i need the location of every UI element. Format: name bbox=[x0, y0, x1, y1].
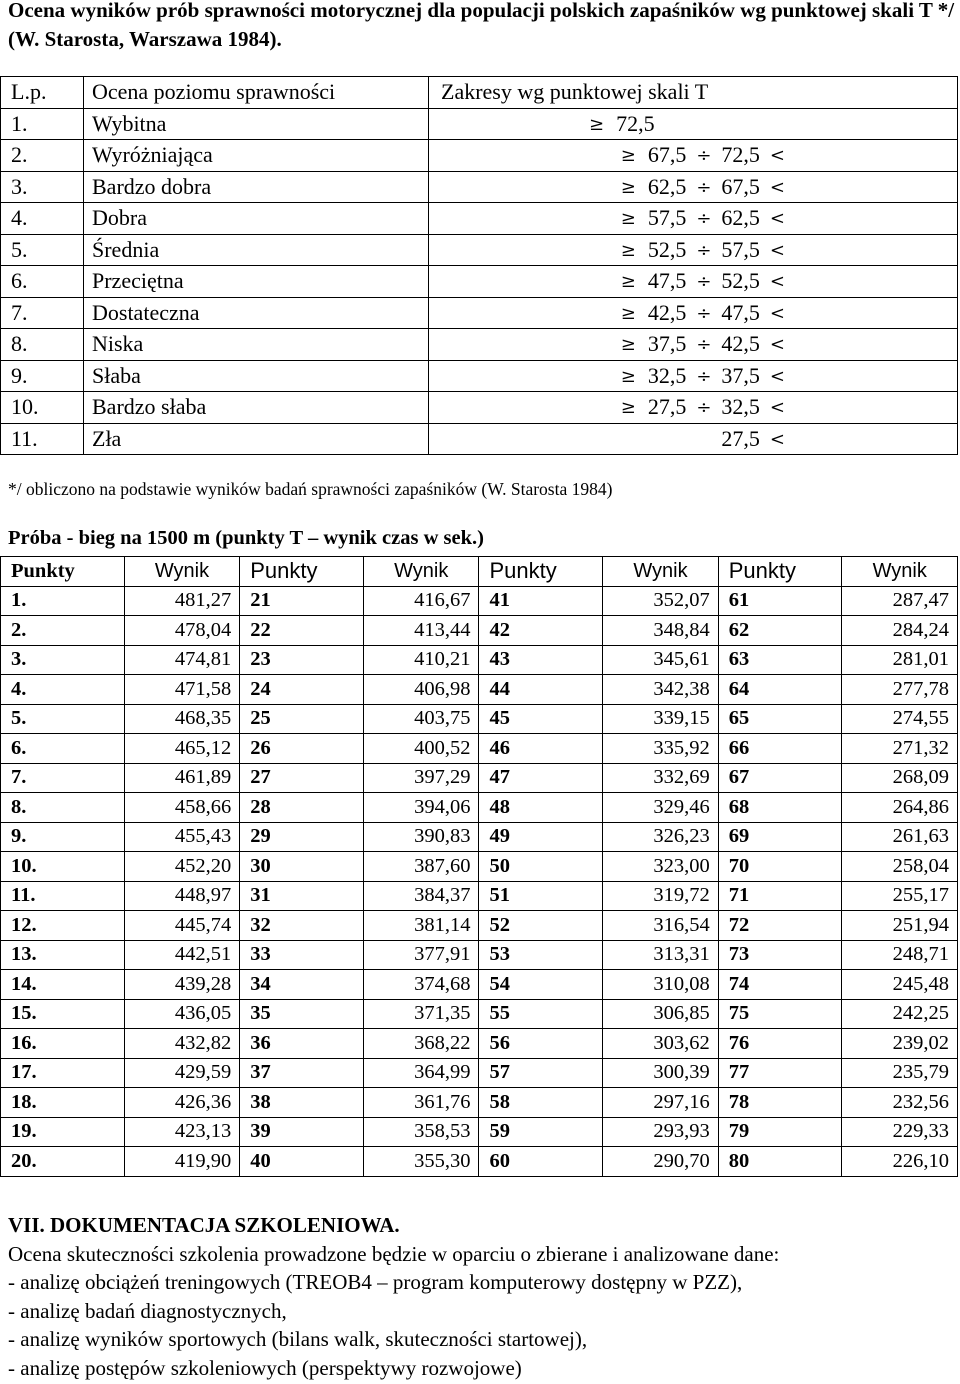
points-cell: 57 bbox=[479, 1058, 603, 1088]
range-divide-sign: ÷ bbox=[696, 271, 712, 293]
result-cell: 303,62 bbox=[603, 1029, 718, 1059]
range-to: 37,5 bbox=[721, 362, 760, 388]
points-cell: 65 bbox=[718, 704, 842, 734]
result-cell: 474,81 bbox=[124, 645, 239, 675]
points-cell: 17. bbox=[1, 1058, 125, 1088]
range-from: 37,5 bbox=[647, 331, 687, 357]
result-cell: 413,44 bbox=[364, 616, 479, 646]
scale-row bbox=[1, 108, 958, 140]
points-cell: 22 bbox=[240, 616, 364, 646]
results-table bbox=[0, 556, 958, 1177]
results-row bbox=[1, 999, 958, 1029]
range-to: 62,5 bbox=[721, 205, 760, 231]
points-cell: 29 bbox=[240, 822, 364, 852]
header-punkty: Punkty bbox=[479, 557, 603, 587]
points-cell: 38 bbox=[240, 1088, 364, 1118]
result-cell: 439,28 bbox=[124, 970, 239, 1000]
range-from: 27,5 bbox=[647, 394, 687, 420]
less-than-sign: < bbox=[769, 302, 785, 324]
points-cell: 64 bbox=[718, 675, 842, 705]
scale-row bbox=[1, 360, 958, 392]
range-from: 72,5 bbox=[616, 110, 655, 136]
result-cell: 326,23 bbox=[603, 822, 718, 852]
probe-title: Próba - bieg na 1500 m (punkty T – wynik czas w sek.) bbox=[8, 527, 484, 549]
row-number: 11. bbox=[1, 423, 84, 455]
points-cell: 34 bbox=[240, 970, 364, 1000]
points-cell: 27 bbox=[240, 763, 364, 793]
result-cell: 232,56 bbox=[842, 1088, 958, 1118]
level-name: Niska bbox=[84, 329, 429, 361]
range-from: 57,5 bbox=[647, 205, 687, 231]
result-cell: 281,01 bbox=[842, 645, 958, 675]
less-than-sign: < bbox=[769, 239, 785, 261]
results-row bbox=[1, 911, 958, 941]
row-number: 4. bbox=[1, 203, 84, 235]
range-cell bbox=[429, 140, 958, 172]
result-cell: 452,20 bbox=[124, 852, 239, 882]
result-cell: 329,46 bbox=[603, 793, 718, 823]
points-cell: 10. bbox=[1, 852, 125, 882]
result-cell: 461,89 bbox=[124, 763, 239, 793]
row-number: 2. bbox=[1, 140, 84, 172]
points-cell: 71 bbox=[718, 881, 842, 911]
scale-table-header bbox=[1, 77, 958, 109]
header-wynik: Wynik bbox=[603, 557, 718, 587]
result-cell: 287,47 bbox=[842, 586, 958, 616]
range-to: 47,5 bbox=[721, 299, 760, 325]
result-cell: 400,52 bbox=[364, 734, 479, 764]
result-cell: 352,07 bbox=[603, 586, 718, 616]
points-cell: 75 bbox=[718, 999, 842, 1029]
page-title: Ocena wyników prób sprawności motorycznej dla populacji polskich zapaśników wg punktowej skali T */ (W. Starosta, Warszawa 1984). bbox=[8, 0, 955, 51]
result-cell: 445,74 bbox=[124, 911, 239, 941]
result-cell: 368,22 bbox=[364, 1029, 479, 1059]
points-cell: 61 bbox=[718, 586, 842, 616]
points-cell: 46 bbox=[479, 734, 603, 764]
result-cell: 251,94 bbox=[842, 911, 958, 941]
range-divide-sign: ÷ bbox=[696, 334, 712, 356]
result-cell: 377,91 bbox=[364, 940, 479, 970]
documentation-section bbox=[8, 1211, 958, 1382]
points-cell: 4. bbox=[1, 675, 125, 705]
header-level: Ocena poziomu sprawności bbox=[84, 77, 429, 109]
range-cell bbox=[429, 171, 958, 203]
points-cell: 25 bbox=[240, 704, 364, 734]
result-cell: 436,05 bbox=[124, 999, 239, 1029]
header-range: Zakresy wg punktowej skali T bbox=[429, 77, 958, 109]
result-cell: 358,53 bbox=[364, 1117, 479, 1147]
scale-row bbox=[1, 266, 958, 298]
greater-equal-sign: ≥ bbox=[620, 208, 636, 230]
result-cell: 313,31 bbox=[603, 940, 718, 970]
points-cell: 52 bbox=[479, 911, 603, 941]
greater-equal-sign: ≥ bbox=[620, 239, 636, 261]
result-cell: 361,76 bbox=[364, 1088, 479, 1118]
results-row bbox=[1, 940, 958, 970]
result-cell: 229,33 bbox=[842, 1117, 958, 1147]
greater-equal-sign: ≥ bbox=[620, 365, 636, 387]
level-name: Przeciętna bbox=[84, 266, 429, 298]
result-cell: 248,71 bbox=[842, 940, 958, 970]
points-cell: 15. bbox=[1, 999, 125, 1029]
range-cell bbox=[429, 234, 958, 266]
greater-equal-sign: ≥ bbox=[620, 145, 636, 167]
range-divide-sign: ÷ bbox=[696, 176, 712, 198]
points-cell: 50 bbox=[479, 852, 603, 882]
result-cell: 323,00 bbox=[603, 852, 718, 882]
range-cell bbox=[429, 423, 958, 455]
points-cell: 8. bbox=[1, 793, 125, 823]
results-table-header bbox=[1, 557, 958, 587]
results-row bbox=[1, 645, 958, 675]
range-from: 52,5 bbox=[647, 236, 687, 262]
points-cell: 20. bbox=[1, 1147, 125, 1177]
range-cell bbox=[429, 392, 958, 424]
result-cell: 471,58 bbox=[124, 675, 239, 705]
points-cell: 47 bbox=[479, 763, 603, 793]
results-row bbox=[1, 793, 958, 823]
range-from: 32,5 bbox=[647, 362, 687, 388]
points-cell: 63 bbox=[718, 645, 842, 675]
points-cell: 7. bbox=[1, 763, 125, 793]
scale-row bbox=[1, 140, 958, 172]
result-cell: 371,35 bbox=[364, 999, 479, 1029]
level-name: Bardzo dobra bbox=[84, 171, 429, 203]
documentation-item: - analizę wyników sportowych (bilans walk, skuteczności startowej), bbox=[8, 1327, 588, 1351]
scale-table bbox=[0, 76, 958, 455]
greater-equal-sign: ≥ bbox=[620, 271, 636, 293]
result-cell: 355,30 bbox=[364, 1147, 479, 1177]
range-divide-sign: ÷ bbox=[696, 397, 712, 419]
header-punkty: Punkty bbox=[240, 557, 364, 587]
points-cell: 3. bbox=[1, 645, 125, 675]
greater-equal-sign: ≥ bbox=[589, 113, 605, 135]
result-cell: 419,90 bbox=[124, 1147, 239, 1177]
result-cell: 455,43 bbox=[124, 822, 239, 852]
result-cell: 271,32 bbox=[842, 734, 958, 764]
level-name: Średnia bbox=[84, 234, 429, 266]
level-name: Zła bbox=[84, 423, 429, 455]
points-cell: 62 bbox=[718, 616, 842, 646]
greater-equal-sign: ≥ bbox=[620, 302, 636, 324]
points-cell: 80 bbox=[718, 1147, 842, 1177]
points-cell: 77 bbox=[718, 1058, 842, 1088]
range-cell bbox=[429, 266, 958, 298]
points-cell: 55 bbox=[479, 999, 603, 1029]
results-row bbox=[1, 763, 958, 793]
points-cell: 41 bbox=[479, 586, 603, 616]
header-wynik: Wynik bbox=[124, 557, 239, 587]
points-cell: 35 bbox=[240, 999, 364, 1029]
points-cell: 31 bbox=[240, 881, 364, 911]
points-cell: 68 bbox=[718, 793, 842, 823]
footnote: */ obliczono na podstawie wyników badań sprawności zapaśników (W. Starosta 1984) bbox=[8, 479, 613, 499]
range-to: 72,5 bbox=[721, 142, 760, 168]
points-cell: 9. bbox=[1, 822, 125, 852]
result-cell: 261,63 bbox=[842, 822, 958, 852]
result-cell: 316,54 bbox=[603, 911, 718, 941]
range-to: 57,5 bbox=[721, 236, 760, 262]
points-cell: 43 bbox=[479, 645, 603, 675]
results-row bbox=[1, 970, 958, 1000]
points-cell: 40 bbox=[240, 1147, 364, 1177]
points-cell: 78 bbox=[718, 1088, 842, 1118]
header-wynik: Wynik bbox=[842, 557, 958, 587]
points-cell: 66 bbox=[718, 734, 842, 764]
result-cell: 306,85 bbox=[603, 999, 718, 1029]
result-cell: 297,16 bbox=[603, 1088, 718, 1118]
documentation-heading: VII. DOKUMENTACJA SZKOLENIOWA. bbox=[8, 1213, 400, 1237]
points-cell: 6. bbox=[1, 734, 125, 764]
range-from: 62,5 bbox=[647, 173, 687, 199]
documentation-item: - analizę postępów szkoleniowych (perspektywy rozwojowe) bbox=[8, 1355, 522, 1380]
header-wynik: Wynik bbox=[364, 557, 479, 587]
result-cell: 364,99 bbox=[364, 1058, 479, 1088]
points-cell: 74 bbox=[718, 970, 842, 1000]
results-row bbox=[1, 1029, 958, 1059]
range-from: 67,5 bbox=[647, 142, 687, 168]
results-row bbox=[1, 1117, 958, 1147]
row-number: 7. bbox=[1, 297, 84, 329]
scale-row bbox=[1, 297, 958, 329]
less-than-sign: < bbox=[769, 428, 785, 450]
range-from: 47,5 bbox=[647, 268, 687, 294]
points-cell: 16. bbox=[1, 1029, 125, 1059]
results-row bbox=[1, 734, 958, 764]
less-than-sign: < bbox=[769, 176, 785, 198]
greater-equal-sign: ≥ bbox=[620, 334, 636, 356]
less-than-sign: < bbox=[769, 397, 785, 419]
result-cell: 332,69 bbox=[603, 763, 718, 793]
range-divide-sign: ÷ bbox=[696, 365, 712, 387]
row-number: 8. bbox=[1, 329, 84, 361]
result-cell: 394,06 bbox=[364, 793, 479, 823]
result-cell: 226,10 bbox=[842, 1147, 958, 1177]
scale-row bbox=[1, 392, 958, 424]
less-than-sign: < bbox=[769, 271, 785, 293]
points-cell: 67 bbox=[718, 763, 842, 793]
points-cell: 54 bbox=[479, 970, 603, 1000]
less-than-sign: < bbox=[769, 334, 785, 356]
result-cell: 416,67 bbox=[364, 586, 479, 616]
points-cell: 51 bbox=[479, 881, 603, 911]
less-than-sign: < bbox=[769, 365, 785, 387]
result-cell: 481,27 bbox=[124, 586, 239, 616]
header-punkty: Punkty bbox=[1, 557, 125, 587]
points-cell: 58 bbox=[479, 1088, 603, 1118]
header-lp: L.p. bbox=[1, 77, 84, 109]
points-cell: 13. bbox=[1, 940, 125, 970]
results-row bbox=[1, 675, 958, 705]
points-cell: 42 bbox=[479, 616, 603, 646]
level-name: Wyróżniająca bbox=[84, 140, 429, 172]
level-name: Słaba bbox=[84, 360, 429, 392]
points-cell: 11. bbox=[1, 881, 125, 911]
documentation-item: - analizę badań diagnostycznych, bbox=[8, 1298, 287, 1323]
result-cell: 258,04 bbox=[842, 852, 958, 882]
result-cell: 387,60 bbox=[364, 852, 479, 882]
level-name: Bardzo słaba bbox=[84, 392, 429, 424]
result-cell: 423,13 bbox=[124, 1117, 239, 1147]
row-number: 6. bbox=[1, 266, 84, 298]
range-to: 67,5 bbox=[721, 173, 760, 199]
points-cell: 53 bbox=[479, 940, 603, 970]
points-cell: 14. bbox=[1, 970, 125, 1000]
range-cell bbox=[429, 108, 958, 140]
result-cell: 342,38 bbox=[603, 675, 718, 705]
points-cell: 37 bbox=[240, 1058, 364, 1088]
less-than-sign: < bbox=[769, 208, 785, 230]
points-cell: 59 bbox=[479, 1117, 603, 1147]
points-cell: 26 bbox=[240, 734, 364, 764]
results-row bbox=[1, 1147, 958, 1177]
points-cell: 2. bbox=[1, 616, 125, 646]
documentation-intro: Ocena skuteczności szkolenia prowadzone będzie w oparciu o zbierane i analizowane dane: bbox=[8, 1241, 780, 1266]
result-cell: 277,78 bbox=[842, 675, 958, 705]
result-cell: 339,15 bbox=[603, 704, 718, 734]
range-to: 32,5 bbox=[721, 394, 760, 420]
results-row bbox=[1, 586, 958, 616]
result-cell: 242,25 bbox=[842, 999, 958, 1029]
range-divide-sign: ÷ bbox=[696, 145, 712, 167]
range-divide-sign: ÷ bbox=[696, 302, 712, 324]
result-cell: 264,86 bbox=[842, 793, 958, 823]
results-row bbox=[1, 881, 958, 911]
points-cell: 28 bbox=[240, 793, 364, 823]
result-cell: 245,48 bbox=[842, 970, 958, 1000]
points-cell: 32 bbox=[240, 911, 364, 941]
points-cell: 1. bbox=[1, 586, 125, 616]
points-cell: 5. bbox=[1, 704, 125, 734]
row-number: 9. bbox=[1, 360, 84, 392]
result-cell: 406,98 bbox=[364, 675, 479, 705]
results-row bbox=[1, 822, 958, 852]
result-cell: 335,92 bbox=[603, 734, 718, 764]
row-number: 3. bbox=[1, 171, 84, 203]
result-cell: 284,24 bbox=[842, 616, 958, 646]
level-name: Dostateczna bbox=[84, 297, 429, 329]
points-cell: 18. bbox=[1, 1088, 125, 1118]
results-row bbox=[1, 704, 958, 734]
header-punkty: Punkty bbox=[718, 557, 842, 587]
greater-equal-sign: ≥ bbox=[620, 176, 636, 198]
result-cell: 468,35 bbox=[124, 704, 239, 734]
result-cell: 274,55 bbox=[842, 704, 958, 734]
result-cell: 381,14 bbox=[364, 911, 479, 941]
range-to: 27,5 bbox=[721, 425, 760, 451]
result-cell: 448,97 bbox=[124, 881, 239, 911]
range-divide-sign: ÷ bbox=[696, 208, 712, 230]
results-row bbox=[1, 852, 958, 882]
result-cell: 410,21 bbox=[364, 645, 479, 675]
result-cell: 345,61 bbox=[603, 645, 718, 675]
scale-row bbox=[1, 171, 958, 203]
result-cell: 384,37 bbox=[364, 881, 479, 911]
scale-row bbox=[1, 329, 958, 361]
points-cell: 56 bbox=[479, 1029, 603, 1059]
range-cell bbox=[429, 203, 958, 235]
level-name: Dobra bbox=[84, 203, 429, 235]
points-cell: 12. bbox=[1, 911, 125, 941]
results-row bbox=[1, 616, 958, 646]
row-number: 10. bbox=[1, 392, 84, 424]
result-cell: 255,17 bbox=[842, 881, 958, 911]
range-cell bbox=[429, 297, 958, 329]
result-cell: 478,04 bbox=[124, 616, 239, 646]
row-number: 5. bbox=[1, 234, 84, 266]
points-cell: 36 bbox=[240, 1029, 364, 1059]
level-name: Wybitna bbox=[84, 108, 429, 140]
result-cell: 429,59 bbox=[124, 1058, 239, 1088]
result-cell: 432,82 bbox=[124, 1029, 239, 1059]
result-cell: 290,70 bbox=[603, 1147, 718, 1177]
range-to: 42,5 bbox=[721, 331, 760, 357]
result-cell: 426,36 bbox=[124, 1088, 239, 1118]
results-row bbox=[1, 1088, 958, 1118]
scale-row bbox=[1, 234, 958, 266]
points-cell: 76 bbox=[718, 1029, 842, 1059]
result-cell: 235,79 bbox=[842, 1058, 958, 1088]
range-cell bbox=[429, 329, 958, 361]
points-cell: 48 bbox=[479, 793, 603, 823]
result-cell: 268,09 bbox=[842, 763, 958, 793]
points-cell: 23 bbox=[240, 645, 364, 675]
result-cell: 442,51 bbox=[124, 940, 239, 970]
range-divide-sign: ÷ bbox=[696, 239, 712, 261]
range-from: 42,5 bbox=[647, 299, 687, 325]
points-cell: 69 bbox=[718, 822, 842, 852]
scale-row bbox=[1, 423, 958, 455]
points-cell: 39 bbox=[240, 1117, 364, 1147]
greater-equal-sign: ≥ bbox=[620, 397, 636, 419]
points-cell: 24 bbox=[240, 675, 364, 705]
points-cell: 45 bbox=[479, 704, 603, 734]
points-cell: 60 bbox=[479, 1147, 603, 1177]
points-cell: 30 bbox=[240, 852, 364, 882]
result-cell: 458,66 bbox=[124, 793, 239, 823]
less-than-sign: < bbox=[769, 145, 785, 167]
points-cell: 19. bbox=[1, 1117, 125, 1147]
results-row bbox=[1, 1058, 958, 1088]
points-cell: 73 bbox=[718, 940, 842, 970]
result-cell: 348,84 bbox=[603, 616, 718, 646]
result-cell: 239,02 bbox=[842, 1029, 958, 1059]
range-cell bbox=[429, 360, 958, 392]
result-cell: 465,12 bbox=[124, 734, 239, 764]
points-cell: 49 bbox=[479, 822, 603, 852]
points-cell: 21 bbox=[240, 586, 364, 616]
points-cell: 44 bbox=[479, 675, 603, 705]
scale-row bbox=[1, 203, 958, 235]
result-cell: 397,29 bbox=[364, 763, 479, 793]
result-cell: 310,08 bbox=[603, 970, 718, 1000]
result-cell: 403,75 bbox=[364, 704, 479, 734]
points-cell: 79 bbox=[718, 1117, 842, 1147]
row-number: 1. bbox=[1, 108, 84, 140]
result-cell: 374,68 bbox=[364, 970, 479, 1000]
result-cell: 293,93 bbox=[603, 1117, 718, 1147]
result-cell: 300,39 bbox=[603, 1058, 718, 1088]
points-cell: 70 bbox=[718, 852, 842, 882]
result-cell: 390,83 bbox=[364, 822, 479, 852]
points-cell: 33 bbox=[240, 940, 364, 970]
result-cell: 319,72 bbox=[603, 881, 718, 911]
points-cell: 72 bbox=[718, 911, 842, 941]
documentation-item: - analizę obciążeń treningowych (TREOB4 – program komputerowy dostępny w PZZ), bbox=[8, 1270, 743, 1294]
range-to: 52,5 bbox=[721, 268, 760, 294]
